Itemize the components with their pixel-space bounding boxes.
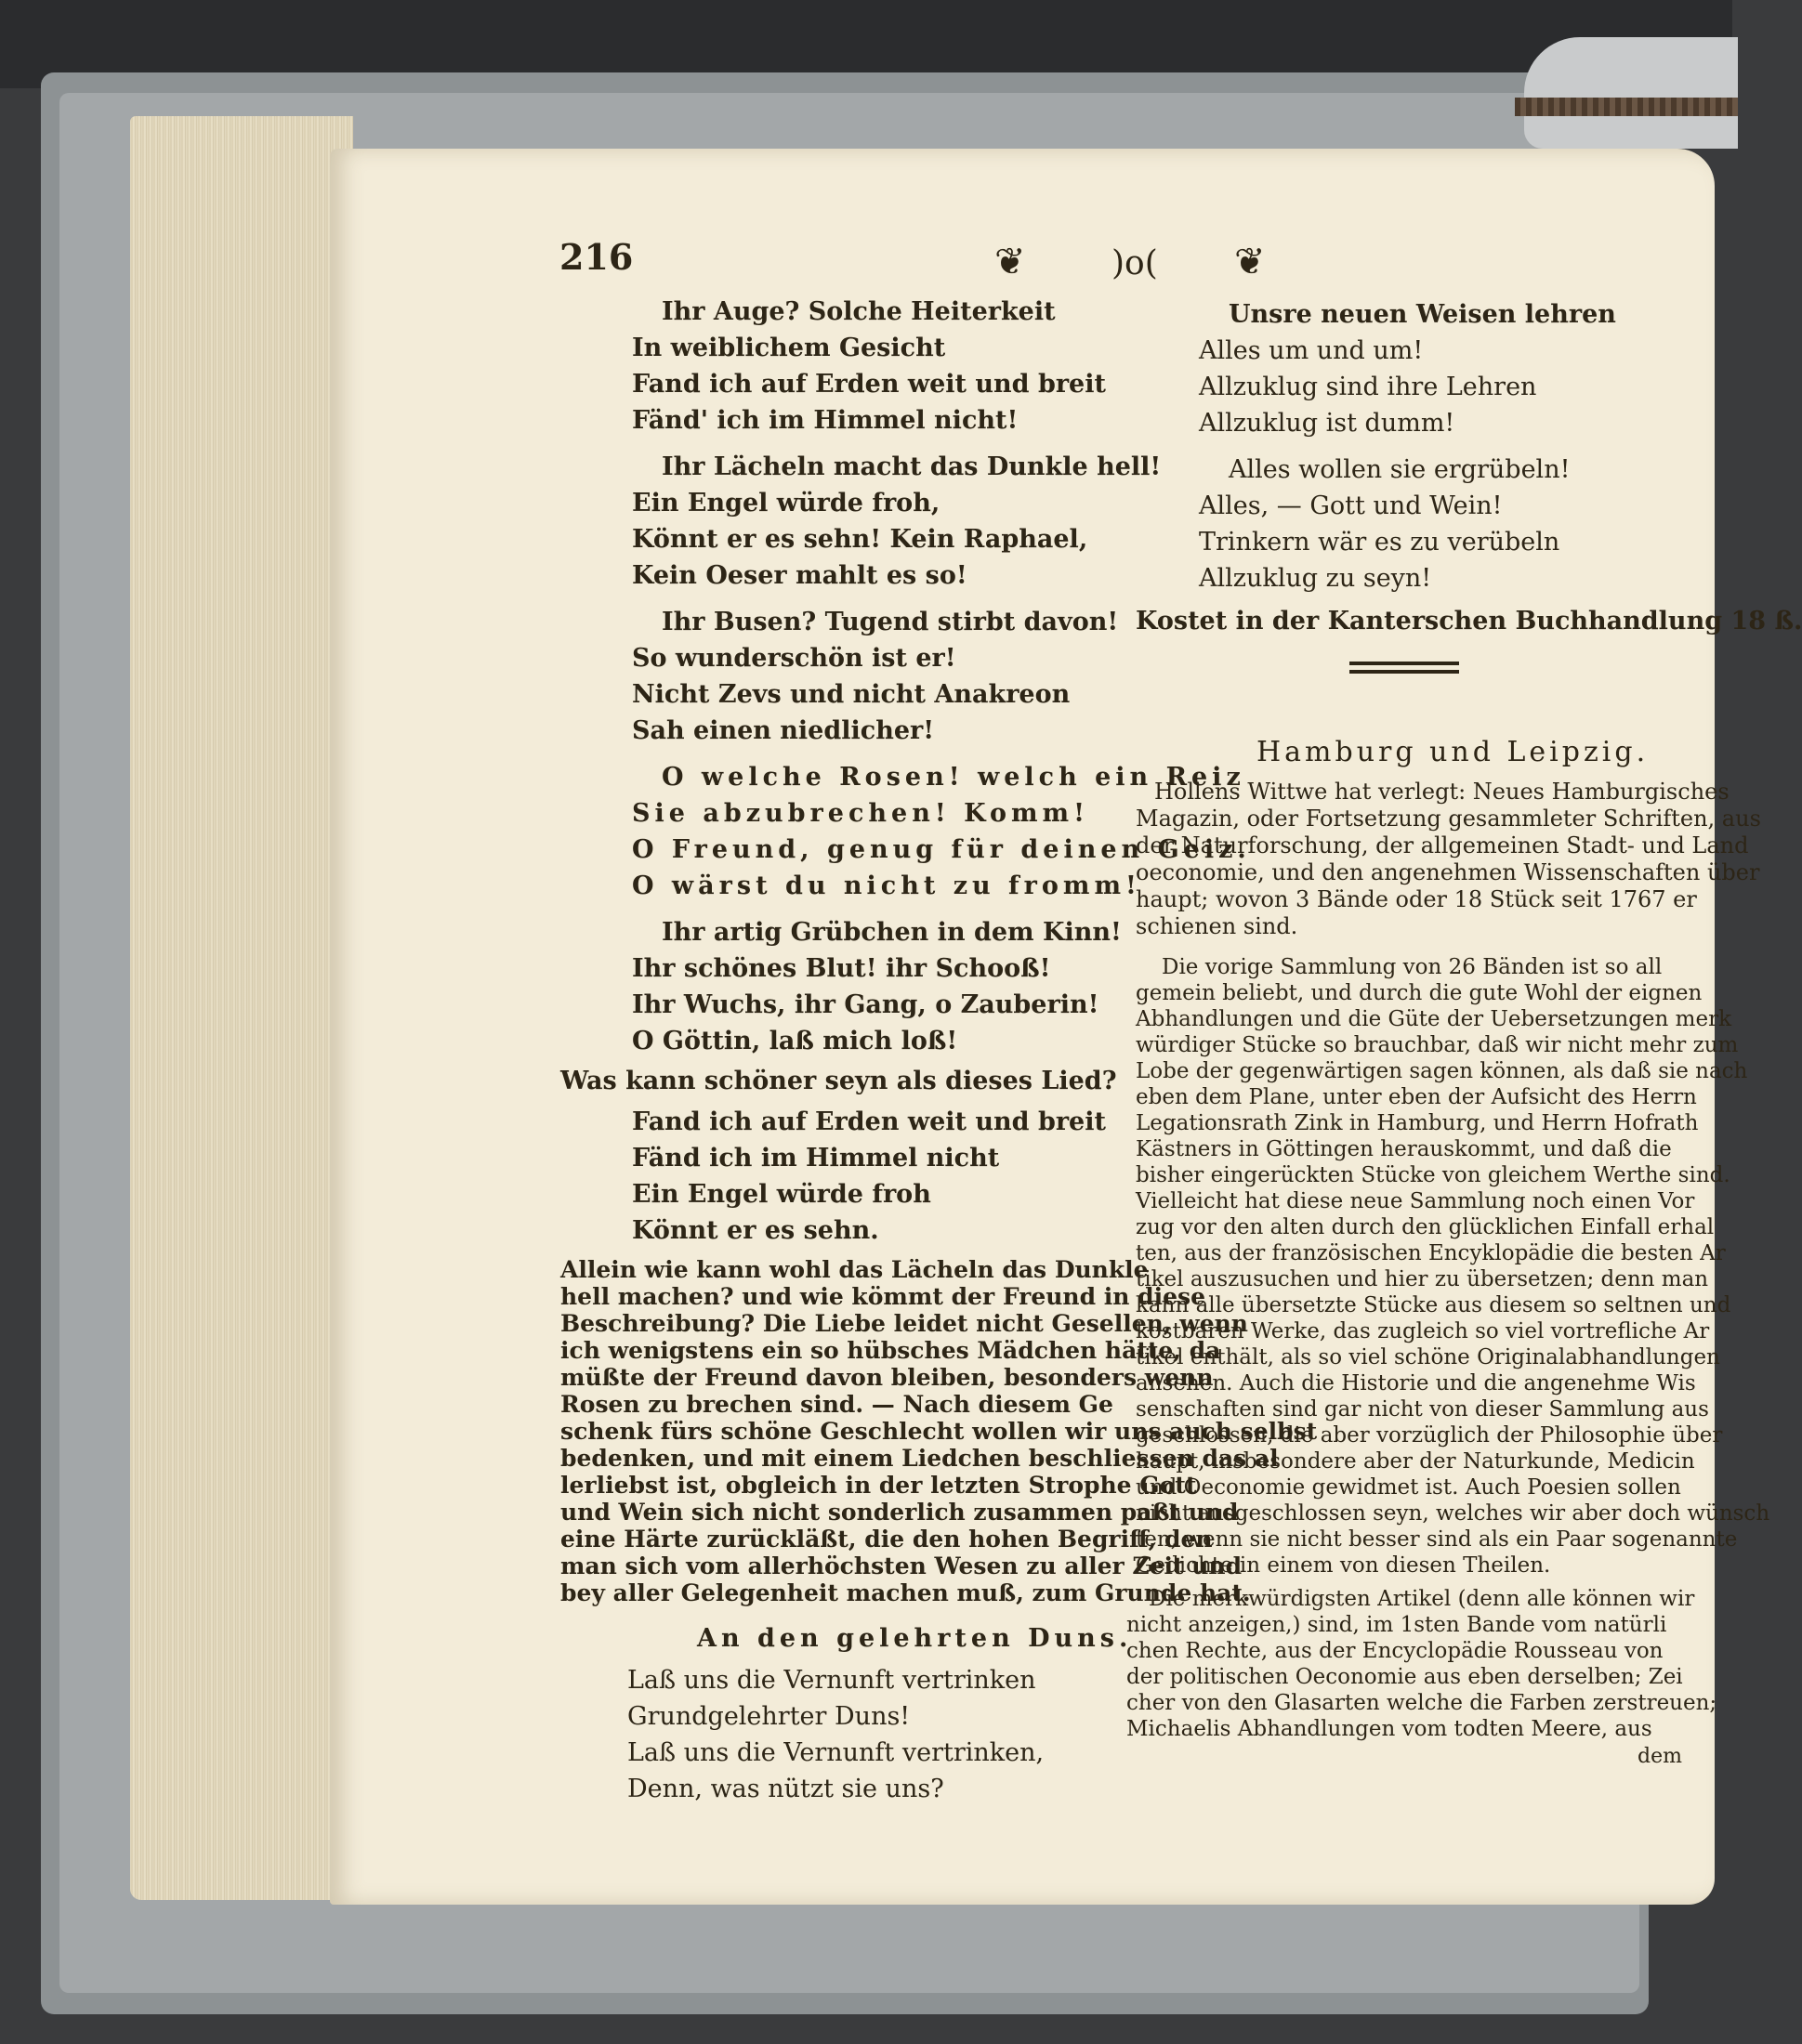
fleuron-left-icon: ❦ (994, 241, 1026, 283)
poem-line: Nicht Zevs und nicht Anakreon (632, 680, 1071, 709)
poem-line: In weiblichem Gesicht (632, 334, 946, 362)
poem-line: Könnt er es sehn! Kein Raphael, (632, 525, 1088, 554)
review-line: chen Rechte, aus der Encyclopädie Rousseau von (1126, 1639, 1664, 1663)
review-line: Die vorige Sammlung von 26 Bänden ist so all (1162, 955, 1663, 979)
header-ornament: )o( (1111, 244, 1158, 282)
review-line: Lobe der gegenwärtigen sagen können, als daß sie nach (1136, 1059, 1748, 1083)
review-line: Legationsrath Zink in Hamburg, und Herrn Hofrath (1136, 1111, 1699, 1135)
review-line: nicht anzeigen,) sind, im 1sten Bande vom natürli (1126, 1613, 1667, 1637)
review-line: Abhandlungen und die Güte der Uebersetzungen merk (1136, 1007, 1732, 1031)
poem-line: Laß uns die Vernunft vertrinken, (627, 1738, 1045, 1767)
poem-line: Allzuklug sind ihre Lehren (1199, 373, 1537, 401)
commentary-line: schenk fürs schöne Geschlecht wollen wir uns auch selbst (560, 1418, 1318, 1445)
poem-title: An den gelehrten Duns. (697, 1624, 1133, 1653)
poem-line: Unsre neuen Weisen lehren (1229, 300, 1616, 329)
poem-line: Ihr schönes Blut! ihr Schooß! (632, 954, 1051, 983)
commentary-line: bey aller Gelegenheit machen muß, zum Grunde hat. (560, 1579, 1251, 1606)
review-line: der politischen Oeconomie aus eben derselben; Zei (1126, 1665, 1683, 1689)
page-edges (130, 116, 353, 1900)
page-number: 216 (559, 236, 634, 278)
poem-line: Fänd' ich im Himmel nicht! (632, 406, 1019, 435)
commentary-line: hell machen? und wie kömmt der Freund in diese (560, 1283, 1206, 1310)
commentary-line: müßte der Freund davon bleiben, besonders wenn (560, 1364, 1214, 1391)
review-line: ansehen. Auch die Historie und die angenehme Wis (1136, 1371, 1696, 1395)
review-line: tikel enthält, als so viel schöne Originalabhandlungen (1136, 1345, 1720, 1369)
question-line: Was kann schöner seyn als dieses Lied? (560, 1067, 1117, 1095)
quoted-line: Fand ich auf Erden weit und breit (632, 1107, 1106, 1136)
review-line: bisher eingerückten Stücke von gleichem Werthe sind. (1136, 1163, 1730, 1187)
review-line: Gedichte in einem von diesen Theilen. (1136, 1553, 1551, 1578)
review-line: kostbaren Werke, das zugleich so viel vortrefliche Ar (1136, 1319, 1710, 1343)
review-line: zug vor den alten durch den glücklichen Einfall erhal (1136, 1215, 1715, 1239)
poem-line: Kein Oeser mahlt es so! (632, 561, 967, 590)
quoted-line: Ein Engel würde froh (632, 1180, 931, 1209)
notice-line: haupt; wovon 3 Bände oder 18 Stück seit 1767 er (1136, 886, 1697, 912)
poem-line: Ihr Lächeln macht das Dunkle hell! (662, 452, 1162, 481)
poem-line: O Göttin, laß mich loß! (632, 1027, 958, 1055)
commentary-line: Allein wie kann wohl das Lächeln das Dunkle (560, 1256, 1149, 1283)
poem-line: Alles, — Gott und Wein! (1199, 491, 1503, 520)
review-line: haupt, insbesondere aber der Naturkunde, Medicin (1136, 1449, 1695, 1474)
poem-line: Grundgelehrter Duns! (627, 1702, 911, 1731)
poem-line: O wärst du nicht zu fromm! (632, 871, 1141, 900)
poem-line: So wunderschön ist er! (632, 644, 956, 673)
review-line: senschaften sind gar nicht von dieser Sammlung aus (1136, 1397, 1709, 1422)
poem-line: Allzuklug ist dumm! (1199, 409, 1455, 438)
review-line: eben dem Plane, unter eben der Aufsicht des Herrn (1136, 1085, 1697, 1109)
review-line: tikel auszusuchen und hier zu übersetzen; denn man (1136, 1267, 1709, 1291)
notice-line: oeconomie, und den angenehmen Wissenschaften über (1136, 859, 1760, 885)
review-line: Kästners in Göttingen herauskommt, und daß die (1136, 1137, 1672, 1161)
review-line: nicht ausgeschlossen seyn, welches wir aber doch wünsch (1136, 1501, 1770, 1526)
poem-line: Alles wollen sie ergrübeln! (1229, 455, 1571, 484)
commentary-line: eine Härte zurückläßt, die den hohen Begriff, den (560, 1526, 1213, 1553)
poem-line: Ein Engel würde froh, (632, 489, 940, 518)
review-line: Die merkwürdigsten Artikel (denn alle können wir (1149, 1587, 1695, 1611)
commentary-line: ich wenigstens ein so hübsches Mädchen hätte, da (560, 1337, 1221, 1364)
notice-line: schienen sind. (1136, 913, 1298, 939)
poem-line: Sah einen niedlicher! (632, 716, 935, 745)
poem-line: Sie abzubrechen! Komm! (632, 799, 1089, 828)
quoted-line: Könnt er es sehn. (632, 1216, 879, 1245)
review-line: würdiger Stücke so brauchbar, daß wir nicht mehr zum (1136, 1033, 1739, 1057)
bookmark-tab (1524, 37, 1738, 149)
poem-line: O welche Rosen! welch ein Reiz (662, 763, 1245, 792)
poem-line: Fand ich auf Erden weit und breit (632, 370, 1106, 399)
review-line: ten, wenn sie nicht besser sind als ein Paar sogenannte (1136, 1527, 1738, 1552)
review-line: geschlossen, die aber vorzüglich der Philosophie über (1136, 1423, 1723, 1448)
notice-line: Magazin, oder Fortsetzung gesammleter Schriften, aus (1136, 806, 1761, 832)
poem-line: Ihr Auge? Solche Heiterkeit (662, 297, 1056, 326)
commentary-line: man sich vom allerhöchsten Wesen zu aller Zeit und (560, 1553, 1243, 1579)
commentary-line: lerliebst ist, obgleich in der letzten Strophe Gott (560, 1472, 1197, 1499)
review-line: Vielleicht hat diese neue Sammlung noch einen Vor (1136, 1189, 1695, 1213)
commentary-line: bedenken, und mit einem Liedchen beschliessen das al (560, 1445, 1279, 1472)
catchword: dem (1638, 1745, 1682, 1768)
review-line: ten, aus der französischen Encyklopädie die besten Ar (1136, 1241, 1726, 1265)
poem-line: Trinkern wär es zu verübeln (1199, 528, 1560, 557)
fleuron-right-icon: ❦ (1234, 241, 1266, 283)
section-title: Hamburg und Leipzig. (1256, 736, 1650, 768)
poem-line: Laß uns die Vernunft vertrinken (627, 1666, 1036, 1695)
poem-line: Allzuklug zu seyn! (1199, 564, 1432, 593)
poem-line: Ihr Busen? Tugend stirbt davon! (662, 608, 1119, 636)
review-line: Michaelis Abhandlungen vom todten Meere, aus (1126, 1717, 1652, 1741)
commentary-line: Beschreibung? Die Liebe leidet nicht Gesellen, wenn (560, 1310, 1248, 1337)
poem-line: Alles um und um! (1199, 336, 1424, 365)
poem-line: Ihr artig Grübchen in dem Kinn! (662, 918, 1122, 947)
notice-line: Hollens Wittwe hat verlegt: Neues Hamburgisches (1154, 779, 1730, 805)
review-line: gemein beliebt, und durch die gute Wohl der eignen (1136, 981, 1703, 1005)
quoted-line: Fänd ich im Himmel nicht (632, 1144, 1000, 1173)
ribbon-marker (1515, 98, 1738, 116)
poem-line: Ihr Wuchs, ihr Gang, o Zauberin! (632, 990, 1099, 1019)
review-line: und Oeconomie gewidmet ist. Auch Poesien sollen (1136, 1475, 1681, 1500)
section-divider (1349, 670, 1459, 674)
notice-line: der Naturforschung, der allgemeinen Stadt- und Land (1136, 832, 1749, 858)
commentary-line: und Wein sich nicht sonderlich zusammen paßt und (560, 1499, 1239, 1526)
commentary-line: Rosen zu brechen sind. — Nach diesem Ge (560, 1391, 1113, 1418)
review-line: kann alle übersetzte Stücke aus diesem so seltnen und (1136, 1293, 1731, 1317)
poem-line: Denn, was nützt sie uns? (627, 1775, 944, 1803)
section-divider (1349, 662, 1459, 665)
poem-line: O Freund, genug für deinen Geiz. (632, 835, 1251, 864)
price-line: Kostet in der Kanterschen Buchhandlung 18 ß. (1136, 607, 1802, 635)
review-line: cher von den Glasarten welche die Farben zerstreuen; (1126, 1691, 1717, 1715)
